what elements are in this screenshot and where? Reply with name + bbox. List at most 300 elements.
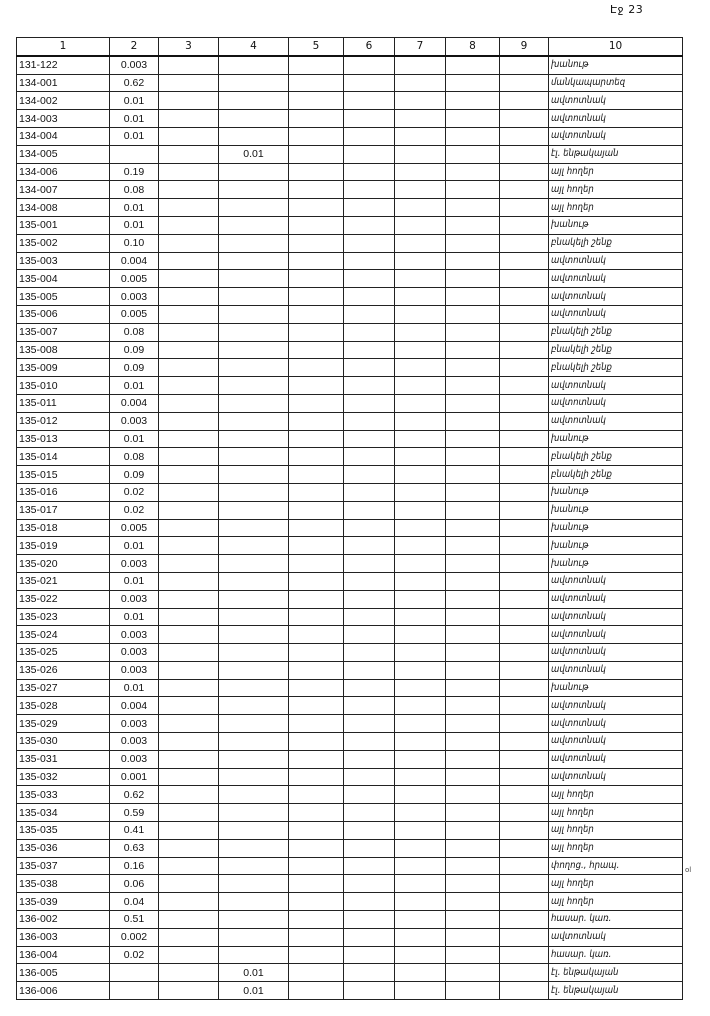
empty-cell — [159, 608, 219, 626]
table-row — [17, 501, 683, 519]
empty-cell — [395, 661, 446, 679]
area-cell-col4 — [219, 786, 289, 804]
empty-cell — [159, 377, 219, 395]
area-cell: 0.51 — [110, 911, 159, 929]
empty-cell — [289, 857, 344, 875]
table-row — [17, 234, 683, 252]
area-cell-col4 — [219, 715, 289, 733]
parcel-code-cell: 134-008 — [17, 199, 110, 217]
area-cell: 0.003 — [110, 733, 159, 751]
empty-cell — [289, 92, 344, 110]
area-cell-col4: 0.01 — [219, 145, 289, 163]
empty-cell — [344, 875, 395, 893]
parcel-code-cell: 135-014 — [17, 448, 110, 466]
table-row — [17, 323, 683, 341]
empty-cell — [500, 911, 549, 929]
land-use-cell: մանկապարտեզ — [549, 74, 683, 92]
page-number: Էջ 23 — [610, 3, 644, 16]
empty-cell — [159, 163, 219, 181]
empty-cell — [159, 822, 219, 840]
empty-cell — [446, 323, 500, 341]
empty-cell — [395, 822, 446, 840]
area-cell-col4 — [219, 572, 289, 590]
empty-cell — [159, 305, 219, 323]
header-row — [17, 38, 683, 56]
empty-cell — [344, 946, 395, 964]
empty-cell — [446, 466, 500, 484]
empty-cell — [344, 270, 395, 288]
empty-cell — [446, 377, 500, 395]
parcel-code-cell: 134-006 — [17, 163, 110, 181]
empty-cell — [500, 359, 549, 377]
empty-cell — [344, 412, 395, 430]
empty-cell — [289, 341, 344, 359]
empty-cell — [446, 127, 500, 145]
empty-cell — [344, 572, 395, 590]
empty-cell — [500, 804, 549, 822]
empty-cell — [344, 537, 395, 555]
table-row — [17, 644, 683, 662]
empty-cell — [159, 768, 219, 786]
empty-cell — [395, 697, 446, 715]
table-row — [17, 92, 683, 110]
empty-cell — [500, 412, 549, 430]
empty-cell — [446, 110, 500, 128]
empty-cell — [159, 661, 219, 679]
empty-cell — [446, 590, 500, 608]
land-use-cell: բնակելի շենք — [549, 448, 683, 466]
empty-cell — [344, 839, 395, 857]
empty-cell — [159, 590, 219, 608]
empty-cell — [289, 234, 344, 252]
empty-cell — [395, 839, 446, 857]
empty-cell — [395, 56, 446, 74]
table-row — [17, 145, 683, 163]
empty-cell — [446, 181, 500, 199]
empty-cell — [159, 234, 219, 252]
area-cell: 0.06 — [110, 875, 159, 893]
empty-cell — [395, 466, 446, 484]
land-use-cell: ավտոտնակ — [549, 572, 683, 590]
table-row — [17, 466, 683, 484]
empty-cell — [289, 964, 344, 982]
empty-cell — [500, 733, 549, 751]
empty-cell — [289, 216, 344, 234]
land-use-cell: այլ հողեր — [549, 163, 683, 181]
empty-cell — [289, 288, 344, 306]
empty-cell — [446, 270, 500, 288]
empty-cell — [395, 537, 446, 555]
empty-cell — [159, 181, 219, 199]
empty-cell — [289, 56, 344, 74]
empty-cell — [289, 804, 344, 822]
area-cell: 0.003 — [110, 555, 159, 573]
empty-cell — [344, 715, 395, 733]
column-header: 5 — [289, 38, 344, 56]
empty-cell — [500, 786, 549, 804]
empty-cell — [500, 964, 549, 982]
land-use-cell: ավտոտնակ — [549, 590, 683, 608]
table-row — [17, 626, 683, 644]
parcel-code-cell: 135-005 — [17, 288, 110, 306]
empty-cell — [395, 964, 446, 982]
area-cell: 0.01 — [110, 199, 159, 217]
table-row — [17, 750, 683, 768]
empty-cell — [500, 181, 549, 199]
area-cell: 0.001 — [110, 768, 159, 786]
empty-cell — [446, 537, 500, 555]
empty-cell — [344, 305, 395, 323]
empty-cell — [159, 252, 219, 270]
area-cell-col4 — [219, 216, 289, 234]
empty-cell — [289, 252, 344, 270]
empty-cell — [289, 163, 344, 181]
area-cell: 0.09 — [110, 466, 159, 484]
area-cell-col4 — [219, 288, 289, 306]
empty-cell — [446, 946, 500, 964]
empty-cell — [159, 804, 219, 822]
empty-cell — [500, 163, 549, 181]
empty-cell — [500, 661, 549, 679]
empty-cell — [395, 733, 446, 751]
table-row — [17, 555, 683, 573]
table-row — [17, 252, 683, 270]
table-row — [17, 359, 683, 377]
area-cell: 0.003 — [110, 412, 159, 430]
area-cell-col4 — [219, 661, 289, 679]
empty-cell — [395, 199, 446, 217]
empty-cell — [500, 483, 549, 501]
land-use-cell: այլ հողեր — [549, 804, 683, 822]
land-use-cell: էլ. ենթակայան — [549, 964, 683, 982]
empty-cell — [395, 323, 446, 341]
empty-cell — [500, 768, 549, 786]
empty-cell — [289, 644, 344, 662]
area-cell-col4 — [219, 857, 289, 875]
empty-cell — [446, 555, 500, 573]
parcel-code-cell: 135-035 — [17, 822, 110, 840]
empty-cell — [446, 430, 500, 448]
parcel-code-cell: 135-019 — [17, 537, 110, 555]
empty-cell — [500, 893, 549, 911]
empty-cell — [289, 786, 344, 804]
parcel-code-cell: 135-012 — [17, 412, 110, 430]
empty-cell — [159, 430, 219, 448]
land-use-cell: ավտոտնակ — [549, 288, 683, 306]
empty-cell — [159, 697, 219, 715]
land-use-cell: հասար. կառ. — [549, 911, 683, 929]
land-use-cell: հասար. կառ. — [549, 946, 683, 964]
empty-cell — [344, 911, 395, 929]
land-use-cell: փողոց., հրապ. — [549, 857, 683, 875]
area-cell-col4 — [219, 341, 289, 359]
empty-cell — [289, 466, 344, 484]
table-row — [17, 430, 683, 448]
empty-cell — [159, 537, 219, 555]
empty-cell — [344, 448, 395, 466]
empty-cell — [395, 893, 446, 911]
parcel-code-cell: 131-122 — [17, 56, 110, 74]
area-cell: 0.01 — [110, 377, 159, 395]
table-row — [17, 110, 683, 128]
area-cell: 0.01 — [110, 572, 159, 590]
empty-cell — [159, 626, 219, 644]
column-header: 4 — [219, 38, 289, 56]
table-row — [17, 715, 683, 733]
land-use-cell: խանութ — [549, 483, 683, 501]
empty-cell — [159, 875, 219, 893]
area-cell: 0.01 — [110, 216, 159, 234]
area-cell: 0.01 — [110, 92, 159, 110]
table-row — [17, 964, 683, 982]
column-header: 1 — [17, 38, 110, 56]
area-cell-col4: 0.01 — [219, 964, 289, 982]
empty-cell — [395, 928, 446, 946]
empty-cell — [395, 412, 446, 430]
area-cell-col4 — [219, 679, 289, 697]
area-cell-col4 — [219, 697, 289, 715]
empty-cell — [446, 893, 500, 911]
empty-cell — [344, 359, 395, 377]
parcel-code-cell: 135-017 — [17, 501, 110, 519]
empty-cell — [159, 448, 219, 466]
table-body — [17, 56, 683, 1000]
parcel-code-cell: 135-030 — [17, 733, 110, 751]
empty-cell — [395, 92, 446, 110]
empty-cell — [289, 626, 344, 644]
table-row — [17, 804, 683, 822]
table-row — [17, 537, 683, 555]
area-cell: 0.41 — [110, 822, 159, 840]
area-cell: 0.004 — [110, 252, 159, 270]
empty-cell — [395, 483, 446, 501]
land-use-cell: խանութ — [549, 430, 683, 448]
table-row — [17, 74, 683, 92]
empty-cell — [446, 875, 500, 893]
parcel-code-cell: 135-037 — [17, 857, 110, 875]
parcel-code-cell: 134-004 — [17, 127, 110, 145]
area-cell: 0.01 — [110, 679, 159, 697]
empty-cell — [446, 359, 500, 377]
empty-cell — [446, 519, 500, 537]
empty-cell — [289, 74, 344, 92]
empty-cell — [500, 252, 549, 270]
empty-cell — [159, 323, 219, 341]
land-use-cell: այլ հողեր — [549, 786, 683, 804]
empty-cell — [344, 857, 395, 875]
margin-mark: ol — [685, 866, 692, 874]
empty-cell — [446, 661, 500, 679]
parcel-code-cell: 135-028 — [17, 697, 110, 715]
empty-cell — [159, 92, 219, 110]
empty-cell — [344, 768, 395, 786]
table-row — [17, 911, 683, 929]
table-row — [17, 288, 683, 306]
area-cell-col4 — [219, 323, 289, 341]
column-header: 6 — [344, 38, 395, 56]
land-use-cell: խանութ — [549, 537, 683, 555]
empty-cell — [395, 768, 446, 786]
empty-cell — [395, 590, 446, 608]
table-row — [17, 928, 683, 946]
empty-cell — [159, 946, 219, 964]
empty-cell — [500, 715, 549, 733]
empty-cell — [395, 644, 446, 662]
empty-cell — [446, 839, 500, 857]
table-row — [17, 875, 683, 893]
empty-cell — [446, 608, 500, 626]
area-cell: 0.01 — [110, 430, 159, 448]
area-cell: 0.59 — [110, 804, 159, 822]
column-header: 8 — [446, 38, 500, 56]
empty-cell — [446, 163, 500, 181]
empty-cell — [395, 181, 446, 199]
empty-cell — [395, 555, 446, 573]
empty-cell — [159, 839, 219, 857]
area-cell: 0.003 — [110, 661, 159, 679]
area-cell: 0.01 — [110, 608, 159, 626]
land-use-cell: էլ. ենթակայան — [549, 145, 683, 163]
empty-cell — [395, 911, 446, 929]
empty-cell — [159, 964, 219, 982]
area-cell: 0.01 — [110, 110, 159, 128]
parcel-code-cell: 135-006 — [17, 305, 110, 323]
parcel-code-cell: 134-001 — [17, 74, 110, 92]
empty-cell — [289, 377, 344, 395]
empty-cell — [289, 110, 344, 128]
empty-cell — [395, 216, 446, 234]
area-cell: 0.19 — [110, 163, 159, 181]
empty-cell — [500, 92, 549, 110]
table-row — [17, 786, 683, 804]
land-use-cell: ավտոտնակ — [549, 305, 683, 323]
parcel-code-cell: 135-015 — [17, 466, 110, 484]
empty-cell — [446, 715, 500, 733]
land-use-cell: ավտոտնակ — [549, 412, 683, 430]
parcel-code-cell: 135-021 — [17, 572, 110, 590]
land-use-cell: ավտոտնակ — [549, 661, 683, 679]
column-header: 3 — [159, 38, 219, 56]
empty-cell — [159, 893, 219, 911]
empty-cell — [344, 181, 395, 199]
area-cell: 0.62 — [110, 74, 159, 92]
empty-cell — [446, 697, 500, 715]
empty-cell — [446, 679, 500, 697]
empty-cell — [159, 412, 219, 430]
parcel-code-cell: 134-002 — [17, 92, 110, 110]
area-cell: 0.002 — [110, 928, 159, 946]
area-cell: 0.08 — [110, 181, 159, 199]
empty-cell — [289, 394, 344, 412]
empty-cell — [344, 804, 395, 822]
parcel-code-cell: 134-007 — [17, 181, 110, 199]
land-use-cell: ավտոտնակ — [549, 252, 683, 270]
parcel-code-cell: 135-038 — [17, 875, 110, 893]
parcel-code-cell: 135-011 — [17, 394, 110, 412]
empty-cell — [344, 430, 395, 448]
parcel-code-cell: 135-022 — [17, 590, 110, 608]
empty-cell — [500, 644, 549, 662]
empty-cell — [500, 857, 549, 875]
area-cell: 0.003 — [110, 590, 159, 608]
parcel-code-cell: 135-010 — [17, 377, 110, 395]
empty-cell — [289, 199, 344, 217]
empty-cell — [289, 572, 344, 590]
column-header: 10 — [549, 38, 683, 56]
parcel-code-cell: 134-005 — [17, 145, 110, 163]
empty-cell — [395, 394, 446, 412]
land-use-cell: բնակելի շենք — [549, 234, 683, 252]
empty-cell — [289, 555, 344, 573]
empty-cell — [446, 199, 500, 217]
empty-cell — [289, 145, 344, 163]
empty-cell — [344, 786, 395, 804]
land-use-cell: խանութ — [549, 555, 683, 573]
land-use-cell: այլ հողեր — [549, 199, 683, 217]
empty-cell — [395, 608, 446, 626]
empty-cell — [500, 74, 549, 92]
empty-cell — [446, 145, 500, 163]
empty-cell — [500, 750, 549, 768]
empty-cell — [159, 199, 219, 217]
empty-cell — [500, 875, 549, 893]
empty-cell — [289, 412, 344, 430]
land-use-cell: ավտոտնակ — [549, 127, 683, 145]
table-row — [17, 768, 683, 786]
empty-cell — [344, 928, 395, 946]
area-cell-col4 — [219, 483, 289, 501]
area-cell: 0.63 — [110, 839, 159, 857]
empty-cell — [500, 127, 549, 145]
empty-cell — [500, 110, 549, 128]
empty-cell — [159, 145, 219, 163]
parcel-code-cell: 136-002 — [17, 911, 110, 929]
empty-cell — [500, 928, 549, 946]
area-cell-col4 — [219, 733, 289, 751]
land-use-cell: ավտոտնակ — [549, 377, 683, 395]
parcel-code-cell: 135-020 — [17, 555, 110, 573]
area-cell-col4 — [219, 359, 289, 377]
empty-cell — [344, 323, 395, 341]
empty-cell — [500, 323, 549, 341]
area-cell — [110, 145, 159, 163]
parcel-code-cell: 134-003 — [17, 110, 110, 128]
empty-cell — [446, 305, 500, 323]
land-use-cell: խանութ — [549, 679, 683, 697]
empty-cell — [500, 305, 549, 323]
table-row — [17, 857, 683, 875]
table-row — [17, 181, 683, 199]
empty-cell — [500, 697, 549, 715]
empty-cell — [159, 127, 219, 145]
table-row — [17, 412, 683, 430]
area-cell-col4 — [219, 199, 289, 217]
empty-cell — [446, 572, 500, 590]
land-use-cell: էլ. ենթակայան — [549, 982, 683, 1000]
area-cell-col4 — [219, 181, 289, 199]
table-row — [17, 608, 683, 626]
area-cell-col4 — [219, 750, 289, 768]
table-row — [17, 394, 683, 412]
empty-cell — [344, 216, 395, 234]
empty-cell — [500, 519, 549, 537]
empty-cell — [289, 982, 344, 1000]
table-row — [17, 448, 683, 466]
empty-cell — [344, 163, 395, 181]
area-cell: 0.08 — [110, 448, 159, 466]
empty-cell — [289, 448, 344, 466]
empty-cell — [344, 733, 395, 751]
